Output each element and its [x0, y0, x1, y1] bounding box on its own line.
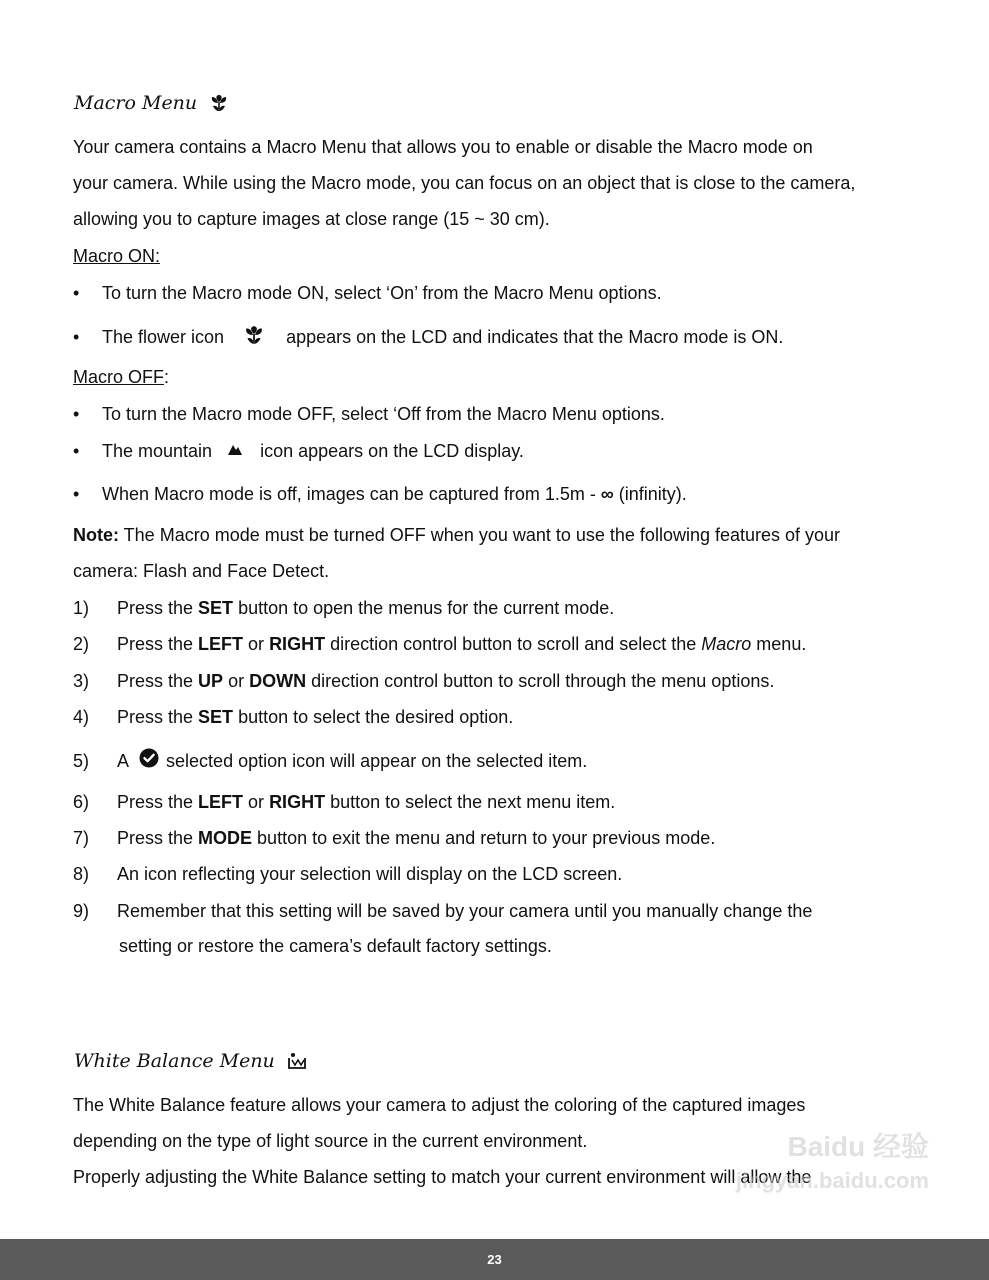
step-key: RIGHT [269, 792, 326, 812]
step-text: or [243, 634, 270, 654]
step-number: 3) [73, 671, 90, 691]
bullet-dot: • [73, 441, 80, 461]
bullet-text: (infinity). [618, 484, 687, 504]
white-balance-heading [74, 1050, 307, 1072]
bullet-text: The flower icon [102, 327, 225, 347]
note-label: Note: [73, 525, 119, 545]
intro-line: Your camera contains a Macro Menu that allows you to enable or disable the Macro mode on [73, 137, 813, 157]
step-number: 1) [73, 598, 90, 618]
baidu-watermark [736, 1130, 929, 1198]
step-number: 7) [73, 828, 90, 848]
step-text: button to open the menus for the current mode. [233, 598, 615, 618]
flower-icon [243, 324, 265, 346]
step-text: or [223, 671, 250, 691]
note-text: camera: Flash and Face Detect. [73, 561, 330, 581]
bullet-text: To turn the Macro mode OFF, select ‘Off from the Macro Menu options. [102, 404, 665, 424]
bullet-text: When Macro mode is off, images can be captured from 1.5m - [102, 484, 596, 504]
step-text: An icon reflecting your selection will display on the LCD screen. [117, 864, 623, 884]
step-text: Remember that this setting will be saved by your camera until you manually change the [117, 901, 813, 921]
step-text: direction control button to scroll and select the [325, 634, 702, 654]
step-number: 6) [73, 792, 90, 812]
step-text: or [243, 792, 270, 812]
bullet-text: To turn the Macro mode ON, select ‘On’ from the Macro Menu options. [102, 283, 662, 303]
flower-icon [209, 93, 229, 113]
step-text: Press the [117, 671, 199, 691]
step-text: Press the [117, 598, 199, 618]
note-paragraph [73, 517, 923, 589]
step-text: Press the [117, 828, 199, 848]
step-number: 9) [73, 901, 90, 921]
step-text: A [117, 751, 129, 771]
step-key: MODE [198, 828, 253, 848]
bullet-text: icon appears on the LCD display. [260, 441, 524, 461]
bullet-dot: • [73, 327, 80, 347]
bullet-dot: • [73, 484, 80, 504]
step-number: 5) [73, 751, 90, 771]
watermark-text: Baidu 经验 [787, 1131, 929, 1162]
step-text: direction control button to scroll through the menu options. [306, 671, 775, 691]
mountain-icon [227, 442, 243, 456]
macro-menu-title: Macro Menu [74, 92, 198, 114]
step-number: 4) [73, 707, 90, 727]
page-footer [0, 1239, 989, 1280]
step-key: DOWN [249, 671, 307, 691]
step-text: selected option icon will appear on the selected item. [161, 751, 588, 771]
wb-line: depending on the type of light source in the current environment. [73, 1131, 588, 1151]
step-text-continued: setting or restore the camera’s default factory settings. [119, 936, 552, 956]
step-number: 2) [73, 634, 90, 654]
page-number: 23 [487, 1252, 502, 1267]
watermark-url: jingyan.baidu.com [735, 1168, 929, 1193]
macro-off-label-line [73, 367, 169, 388]
checkmark-icon [139, 748, 159, 768]
step-key: SET [198, 707, 234, 727]
macro-off-colon: : [164, 367, 170, 387]
step-number: 8) [73, 864, 90, 884]
bullet-text: appears on the LCD and indicates that the Macro mode is ON. [286, 327, 784, 347]
step-text: Press the [117, 707, 199, 727]
infinity-symbol: ∞ [600, 484, 614, 504]
white-balance-title: White Balance Menu [74, 1050, 275, 1072]
step-key: RIGHT [269, 634, 326, 654]
step-key: LEFT [198, 792, 244, 812]
step-text: Press the [117, 634, 199, 654]
step-text: Press the [117, 792, 199, 812]
step-key: LEFT [198, 634, 244, 654]
step-key: SET [198, 598, 234, 618]
note-text: The Macro mode must be turned OFF when you want to use the following features of your [119, 525, 841, 545]
wb-line: The White Balance feature allows your camera to adjust the coloring of the captured images [73, 1095, 806, 1115]
step-menu-name: Macro [701, 634, 752, 654]
macro-on-label: Macro ON: [73, 246, 161, 266]
macro-off-label: Macro OFF [73, 367, 165, 387]
step-text: button to select the desired option. [233, 707, 514, 727]
intro-line: allowing you to capture images at close range (15 ~ 30 cm). [73, 209, 550, 229]
step-text: button to select the next menu item. [325, 792, 616, 812]
step-key: UP [198, 671, 224, 691]
macro-menu-heading [74, 92, 229, 114]
intro-line: your camera. While using the Macro mode, you can focus on an object that is close to the camera, [73, 173, 856, 193]
bullet-dot: • [73, 404, 80, 424]
step-text: button to exit the menu and return to your previous mode. [252, 828, 716, 848]
white-balance-icon [287, 1052, 307, 1070]
step-text: menu. [751, 634, 807, 654]
bullet-dot: • [73, 283, 80, 303]
wb-line: Properly adjusting the White Balance setting to match your current environment will allow the [73, 1167, 812, 1187]
bullet-text: The mountain [102, 441, 213, 461]
macro-intro [73, 129, 923, 237]
